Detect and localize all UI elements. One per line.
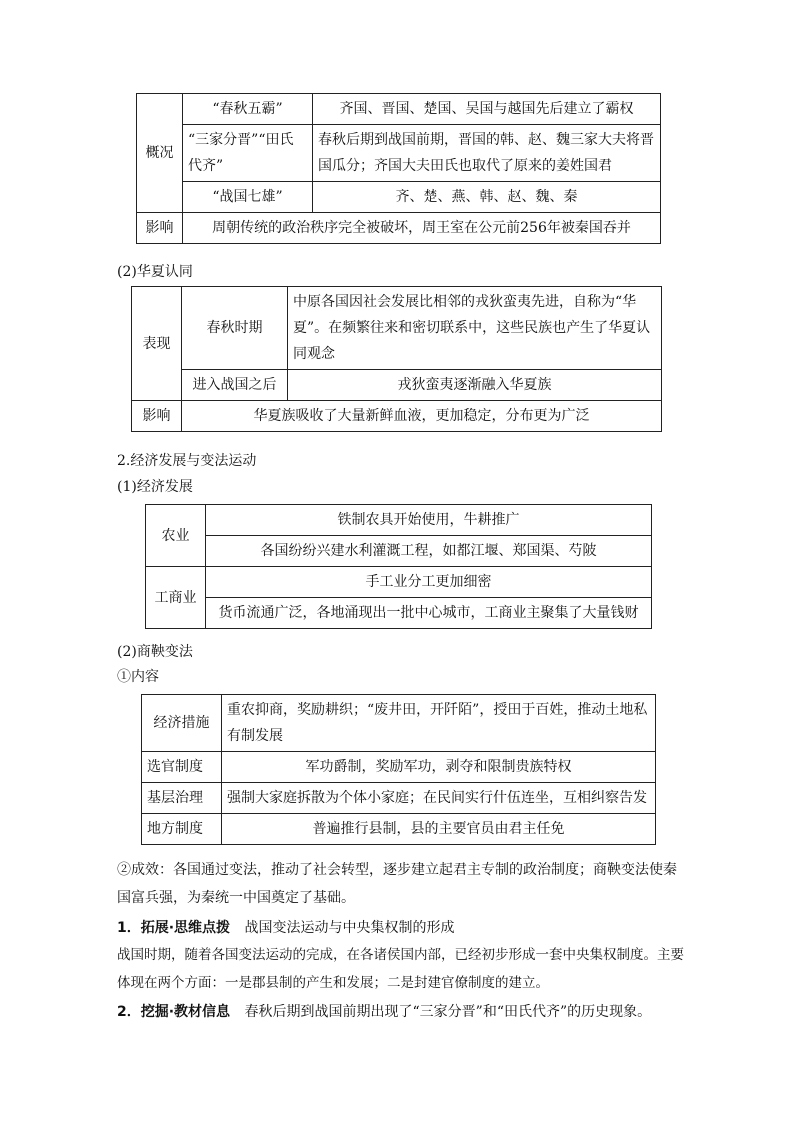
table-row (146, 505, 652, 536)
table-reform (141, 694, 656, 845)
row-content: 货币流通广泛，各地涌现出一批中心城市，工商业主聚集了大量钱财 (206, 598, 652, 629)
row-content: 普遍推行县制，县的主要官员由君主任免 (222, 814, 656, 845)
table-row (132, 401, 662, 432)
table-row (146, 598, 652, 629)
section-heading-econ: 2.经济发展与变法运动 (117, 453, 257, 469)
row-label: 春秋时期 (182, 287, 288, 370)
table-row (132, 287, 662, 370)
table-row (142, 752, 656, 783)
table-row (137, 94, 661, 125)
row-content: 各国纷纷兴建水利灌溉工程，如都江堰、郑国渠、芍陂 (206, 536, 652, 567)
table-row (142, 814, 656, 845)
table-overview (136, 93, 661, 244)
note-1-header (117, 918, 455, 938)
row-group-label: 农业 (146, 505, 206, 567)
row-group-label: 工商业 (146, 567, 206, 629)
row-content: 手工业分工更加细密 (206, 567, 652, 598)
table-row (132, 370, 662, 401)
impact-content: 周朝传统的政治秩序完全被破坏，周王室在公元前256年被秦国吞并 (183, 213, 661, 244)
section-heading-shang: (2)商鞅变法 (117, 644, 193, 660)
note-2-header (117, 1002, 651, 1022)
impact-label: 影响 (137, 213, 183, 244)
row-label: “战国七雄” (183, 182, 313, 213)
row-label: 基层治理 (142, 783, 222, 814)
row-label: 经济措施 (142, 695, 222, 752)
row-label: 进入战国之后 (182, 370, 288, 401)
row-label: “三家分晋”“田氏代齐” (183, 125, 313, 182)
table-row (142, 695, 656, 752)
row-content: 重农抑商，奖励耕织；“废井田，开阡陌”，授田于百姓，推动土地私有制发展 (222, 695, 656, 752)
row-content: 铁制农具开始使用，牛耕推广 (206, 505, 652, 536)
row-group-label: 概况 (137, 94, 183, 213)
table-row (137, 213, 661, 244)
row-label: 选官制度 (142, 752, 222, 783)
note-1-title: 战国变法运动与中央集权制的形成 (244, 920, 455, 936)
note-1-heading: 1．拓展·思维点拨 (117, 920, 231, 936)
row-content: 齐、楚、燕、韩、赵、魏、秦 (313, 182, 661, 213)
section-heading-huaxia: (2)华夏认同 (117, 264, 193, 280)
table-row (137, 125, 661, 182)
row-content: 戎狄蛮夷逐渐融入华夏族 (288, 370, 662, 401)
note-1-body: 战国时期，随着各国变法运动的完成，在各诸侯国内部，已经初步形成一套中央集权制度。主要体现在两个方面：一是郡县制的产生和发展；二是封建官僚制度的建立。 (117, 947, 684, 991)
row-group-label: 表现 (132, 287, 182, 401)
result-paragraph: ②成效：各国通过变法，推动了社会转型，逐步建立起君主专制的政治制度；商鞅变法使秦国富兵强，为秦统一中国奠定了基础。 (117, 862, 677, 906)
note-2-body: 春秋后期到战国前期出现了“三家分晋”和“田氏代齐”的历史现象。 (244, 1004, 652, 1020)
note-2-heading: 2．挖掘·教材信息 (117, 1004, 231, 1020)
table-row (146, 567, 652, 598)
table-row (137, 182, 661, 213)
section-heading-econ-dev: (1)经济发展 (117, 479, 193, 495)
row-content: 齐国、晋国、楚国、吴国与越国先后建立了霸权 (313, 94, 661, 125)
row-label: 地方制度 (142, 814, 222, 845)
section-heading-content: ①内容 (117, 669, 159, 685)
impact-label: 影响 (132, 401, 182, 432)
row-content: 强制大家庭拆散为个体小家庭；在民间实行什伍连坐，互相纠察告发 (222, 783, 656, 814)
table-economy (145, 504, 652, 629)
row-content: 军功爵制，奖励军功，剥夺和限制贵族特权 (222, 752, 656, 783)
table-huaxia (131, 286, 662, 432)
row-content: 春秋后期到战国前期，晋国的韩、赵、魏三家大夫将晋国瓜分；齐国大夫田氏也取代了原来的姜姓国君 (313, 125, 661, 182)
impact-content: 华夏族吸收了大量新鲜血液，更加稳定，分布更为广泛 (182, 401, 662, 432)
table-row (142, 783, 656, 814)
row-label: “春秋五霸” (183, 94, 313, 125)
row-content: 中原各国因社会发展比相邻的戎狄蛮夷先进，自称为“华夏”。在频繁往来和密切联系中，这些民族也产生了华夏认同观念 (288, 287, 662, 370)
table-row (146, 536, 652, 567)
